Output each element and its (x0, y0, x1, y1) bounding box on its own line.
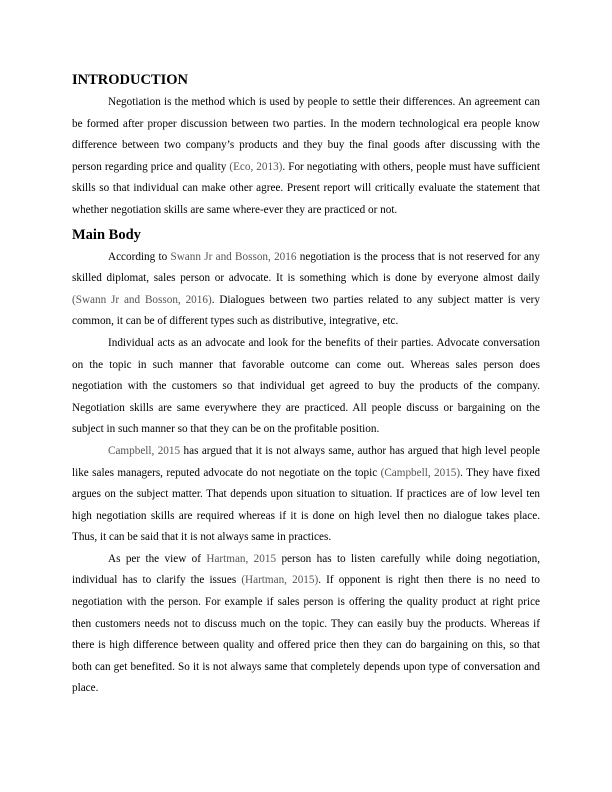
paragraph-text: . They have fixed argues on the subject matter. That depends upon situation to situation. If practices are of low level ten high negotiation skills are required whereas if it is done on high level then no dialogue takes place. Thus, it can be said that it is not always same in practices. (72, 466, 541, 544)
paragraph-text: negotiation is the process that is not reserved for any skilled diplomat, sales person or advocate. It is something which is done by everyone almost daily (72, 250, 540, 285)
citation: (Eco, 2013) (229, 160, 283, 173)
citation: Swann Jr and Bosson, 2016 (170, 250, 297, 263)
citation: (Campbell, 2015) (380, 466, 461, 479)
section-heading-main-body: Main Body (72, 226, 141, 243)
paragraph (72, 549, 540, 700)
paragraph (72, 92, 540, 222)
paragraph-text: . For negotiating with others, people must have sufficient skills so that individual can make other agree. Present report will critically evaluate the statement that whether negotiation skills are same where-ever they are practiced or not. (72, 160, 540, 216)
paragraph (72, 333, 540, 441)
paragraph (72, 441, 540, 549)
paragraph-text: As per the view of (108, 552, 207, 565)
paragraph-text: Individual acts as an advocate and look for the benefits of their parties. Advocate conversation on the topic in such manner that favorable outcome can come out. Whereas sales person does negotiation with the customers so that individual get agreed to buy the products of the company. Negotiation skills are same everywhere they are practiced. All people discuss or bargaining on the subject in such manner so that they can be on the profitable position. (72, 336, 540, 436)
paragraph-text: According to (108, 250, 171, 263)
document-page (72, 70, 540, 700)
paragraph-text: . If opponent is right then there is no need to negotiation with the person. For example if sales person is offering the quality product at right price then customers needs not to discuss much on the topic. They can easily buy the products. Whereas if there is high difference between quality and offered price then they can do bargaining on this, so that both can get benefited. So it is not always same that completely depends upon type of conversation and place. (72, 574, 540, 695)
citation: Hartman, 2015 (206, 552, 277, 565)
section-heading-introduction: INTRODUCTION (72, 72, 189, 88)
paragraph-text: has argued that it is not always same, author has argued that high level people like sales managers, reputed advocate do not negotiate on the topic (72, 444, 540, 479)
citation: (Hartman, 2015) (241, 574, 319, 587)
paragraph-text: Negotiation is the method which is used by people to settle their differences. An agreement can be formed after proper discussion between two parties. In the modern technological era people know difference between two company’s products and they buy the final goods after discussing with the person regarding price and quality (72, 96, 540, 173)
paragraph (72, 247, 540, 333)
paragraph-text: . Dialogues between two parties related to any subject matter is very common, it can be of different types such as distributive, integrative, etc. (72, 293, 540, 328)
citation: (Swann Jr and Bosson, 2016) (72, 293, 212, 306)
paragraph-text: person has to listen carefully while doing negotiation, individual has to clarify the issues (72, 552, 541, 587)
citation: Campbell, 2015 (108, 444, 181, 457)
